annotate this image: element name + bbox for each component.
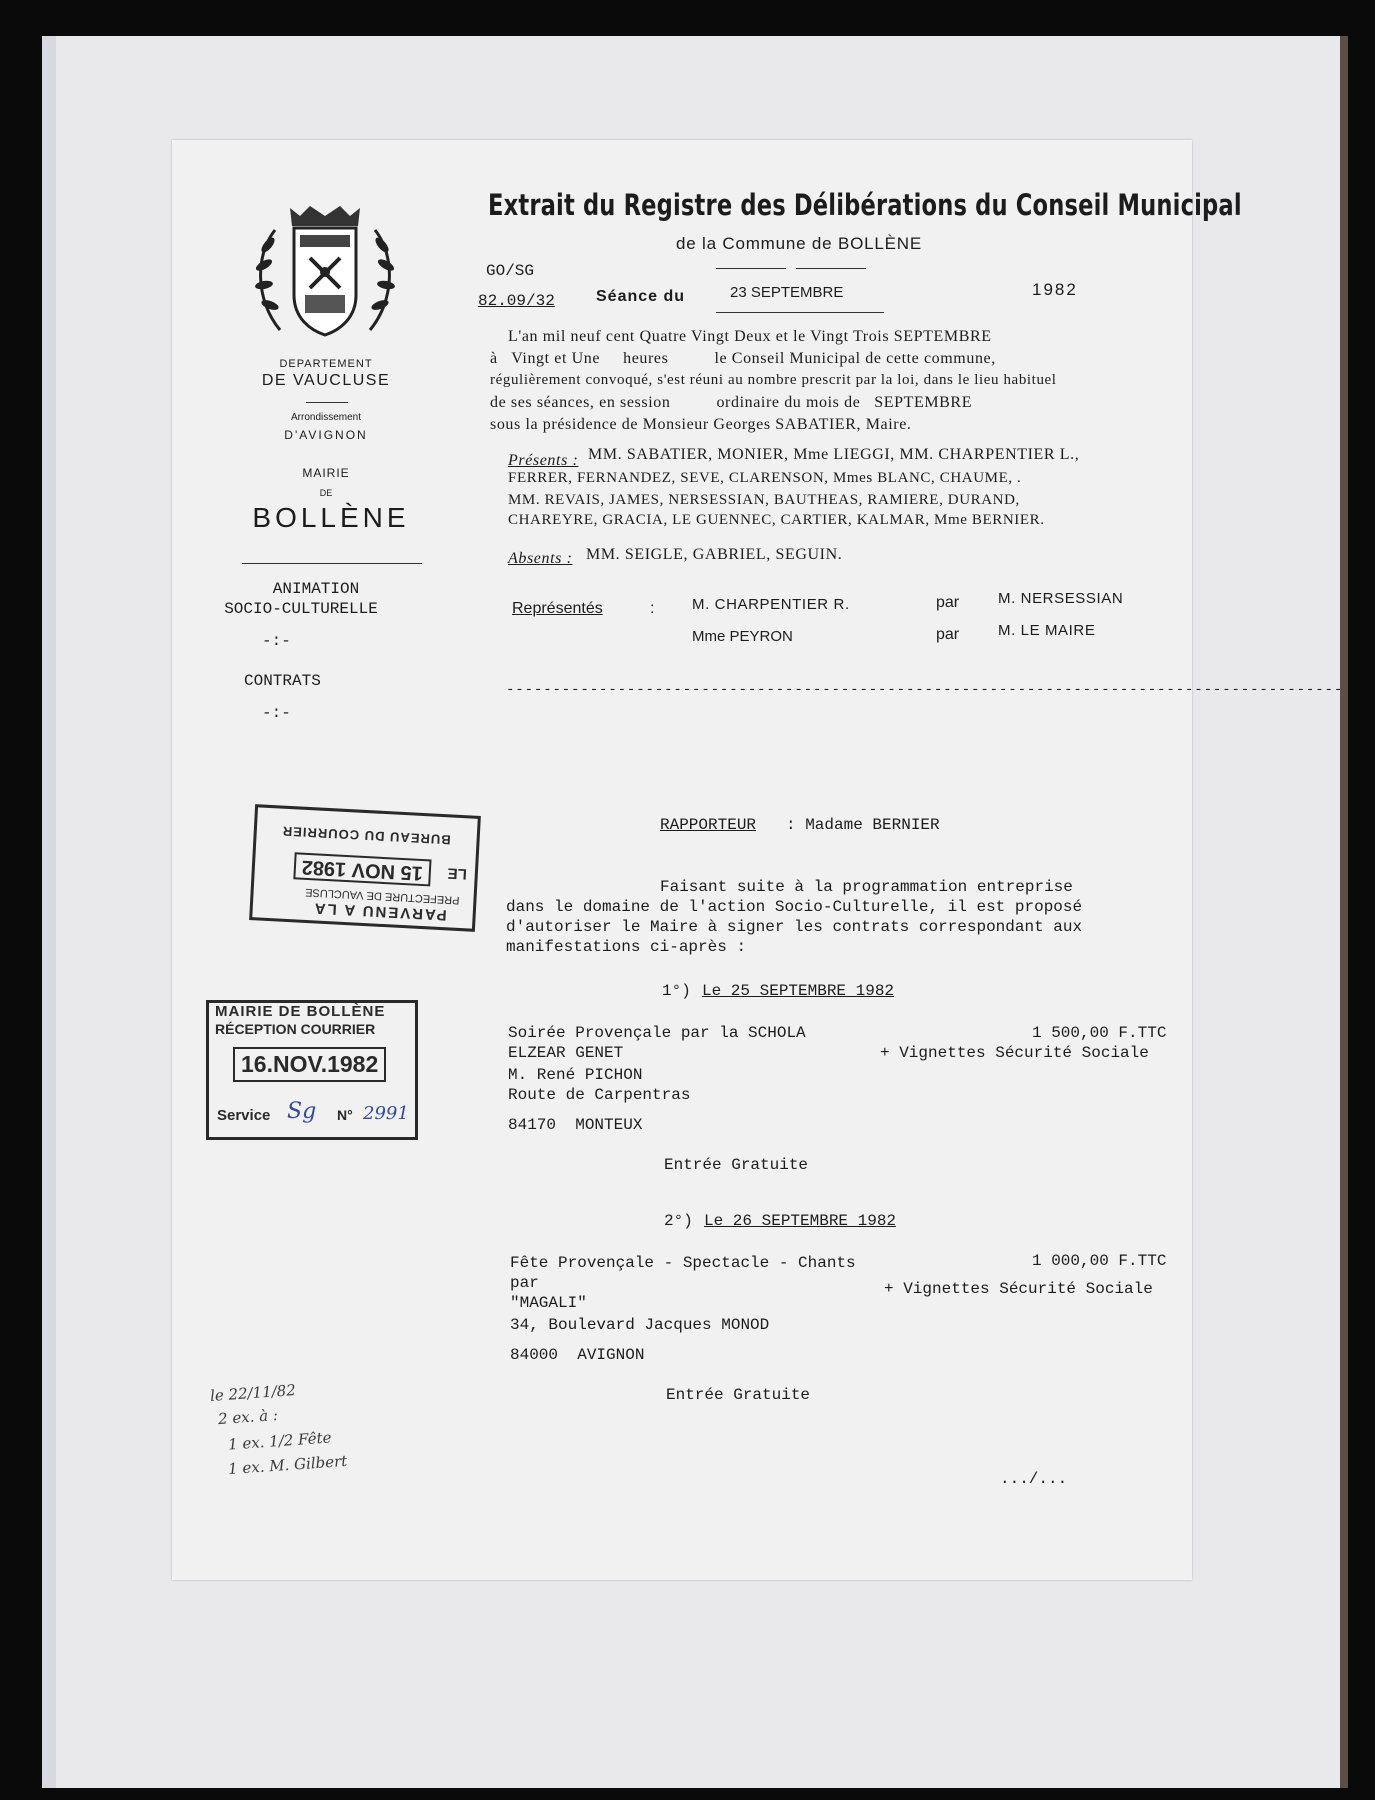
prefecture-stamp [249,804,481,932]
handwritten-note-4: 1 ex. M. Gilbert [227,1451,348,1479]
event-1-city: 84170 MONTEUX [508,1116,643,1134]
event-1-date: Le 25 SEPTEMBRE 1982 [702,982,895,1000]
page-edge [42,36,56,1788]
represented-par-1: par [936,594,960,611]
preamble-line-4: de ses séances, en session ordinaire du mois de SEPTEMBRE [490,394,973,411]
subject: CONTRATS [244,672,321,690]
separator: -:- [262,632,291,650]
event-1-extra: + Vignettes Sécurité Sociale [880,1044,1149,1062]
continuation-mark: .../... [1000,1470,1068,1488]
prefecture-stamp-line-1: PARVENU A LA [312,899,448,924]
event-1-entry: Entrée Gratuite [664,1156,809,1174]
event-1-price: 1 500,00 F.TTC [1032,1024,1167,1042]
department: DE VAUCLUSE [261,372,391,389]
seance-date: 23 SEPTEMBRE [730,284,844,301]
handwritten-note-2: 2 ex. à : [217,1405,279,1429]
prefecture-stamp-bureau: BUREAU DU COURRIER [281,823,451,848]
preamble-line-3: régulièrement convoqué, s'est réuni au nombre prescrit par la loi, dans le lieu habituel [490,372,1057,388]
rule [796,268,866,269]
represented-person-2: Mme PEYRON [692,628,793,645]
document-sheet [172,140,1344,1580]
mairie-label: MAIRIE [302,466,350,480]
represented-colon: : [650,600,655,617]
binding-strip [1340,36,1348,1788]
reference-number: 82.09/32 [478,292,555,310]
paragraph-line-3: d'autoriser le Maire à signer les contrats correspondant aux [506,918,1083,936]
mairie-stamp-line-1: MAIRIE DE BOLLÈNE [215,1003,386,1020]
event-1-line-2: ELZEAR GENET [508,1044,624,1062]
service-name-1: ANIMATION [272,580,360,598]
handwritten-note-1: le 22/11/82 [209,1381,297,1405]
seance-label: Séance du [596,288,686,305]
department-label: DEPARTEMENT [279,358,373,370]
event-1-number: 1°) [662,982,691,1000]
arrondissement: D'AVIGNON [284,428,368,442]
represented-label: Représentés [512,600,603,617]
absents-label: Absents : [508,550,573,567]
presents-label: Présents : [508,452,579,469]
presents-line-2: FERRER, FERNANDEZ, SEVE, CLARENSON, Mmes BLANC, CHAUME, . [508,470,1022,486]
prefecture-stamp-date: 15 NOV 1982 [293,852,431,886]
event-1-line-1: Soirée Provençale par la SCHOLA [508,1024,806,1042]
rule [242,563,422,564]
event-2-line-2: par [510,1274,539,1292]
rule [306,402,348,403]
event-1-line-3: M. René PICHON [508,1066,643,1084]
reference-code: GO/SG [486,262,535,280]
rule [716,312,884,313]
seance-year: 1982 [1032,280,1078,299]
rapporteur-name: : Madame BERNIER [786,816,940,834]
service-name-2: SOCIO-CULTURELLE [224,600,378,618]
presents-line-4: CHAREYRE, GRACIA, LE GUENNEC, CARTIER, KALMAR, Mme BERNIER. [508,512,1045,528]
town-name: BOLLÈNE [252,502,410,533]
paragraph-line-4: manifestations ci-après : [506,938,747,956]
represented-proxy-2: M. LE MAIRE [998,622,1096,639]
mairie-stamp-line-2: RÉCEPTION COURRIER [215,1021,376,1037]
mairie-stamp-date: 16.NOV.1982 [233,1047,386,1082]
event-2-line-4: 34, Boulevard Jacques MONOD [510,1316,770,1334]
represented-person-1: M. CHARPENTIER R. [692,596,850,613]
mairie-stamp-service-value: Sg [287,1099,317,1124]
event-2-date: Le 26 SEPTEMBRE 1982 [704,1212,897,1230]
rule [716,268,786,269]
event-2-entry: Entrée Gratuite [666,1386,811,1404]
mairie-reception-stamp [206,1000,418,1140]
presents-line-3: MM. REVAIS, JAMES, NERSESSIAN, BAUTHEAS, RAMIERE, DURAND, [508,492,1020,508]
mairie-stamp-number-label: N° [337,1107,353,1123]
rapporteur-label: RAPPORTEUR [660,816,757,834]
preamble-line-1: L'an mil neuf cent Quatre Vingt Deux et le Vingt Trois SEPTEMBRE [508,328,992,345]
represented-proxy-1: M. NERSESSIAN [998,590,1124,607]
arrondissement-label: Arrondissement [290,412,362,423]
event-2-line-3: "MAGALI" [510,1294,587,1312]
coat-of-arms-icon [250,200,400,350]
prefecture-stamp-line-2: PREFECTURE DE VAUCLUSE [304,885,460,906]
event-2-number: 2°) [664,1212,693,1230]
event-2-city: 84000 AVIGNON [510,1346,645,1364]
paragraph-line-1: Faisant suite à la programmation entreprise [660,878,1073,896]
represented-par-2: par [936,626,960,643]
de-label: DE [319,488,333,498]
document-subtitle: de la Commune de BOLLÈNE [676,234,922,253]
event-1-line-4: Route de Carpentras [508,1086,691,1104]
mairie-stamp-number-value: 2991 [363,1103,409,1124]
section-divider: ------------------------------------------------------------------------------------------ [506,682,1344,698]
preamble-line-5: sous la présidence de Monsieur Georges SABATIER, Maire. [490,416,912,433]
presents-line-1: MM. SABATIER, MONIER, Mme LIEGGI, MM. CHARPENTIER L., [588,446,1080,463]
event-2-line-1: Fête Provençale - Spectacle - Chants [510,1254,856,1272]
event-2-extra: + Vignettes Sécurité Sociale [884,1280,1153,1298]
mairie-stamp-service-label: Service [217,1107,271,1124]
paragraph-line-2: dans le domaine de l'action Socio-Culturelle, il est proposé [506,898,1083,916]
handwritten-note-3: 1 ex. 1/2 Fête [227,1428,332,1454]
prefecture-stamp-le: LE [447,864,468,883]
document-title: Extrait du Registre des Délibérations du Conseil Municipal [488,188,1242,222]
absents-names: MM. SEIGLE, GABRIEL, SEGUIN. [586,546,843,563]
separator: -:- [262,704,291,722]
preamble-line-2: à Vingt et Une heures le Conseil Municipal de cette commune, [490,350,996,367]
event-2-price: 1 000,00 F.TTC [1032,1252,1167,1270]
